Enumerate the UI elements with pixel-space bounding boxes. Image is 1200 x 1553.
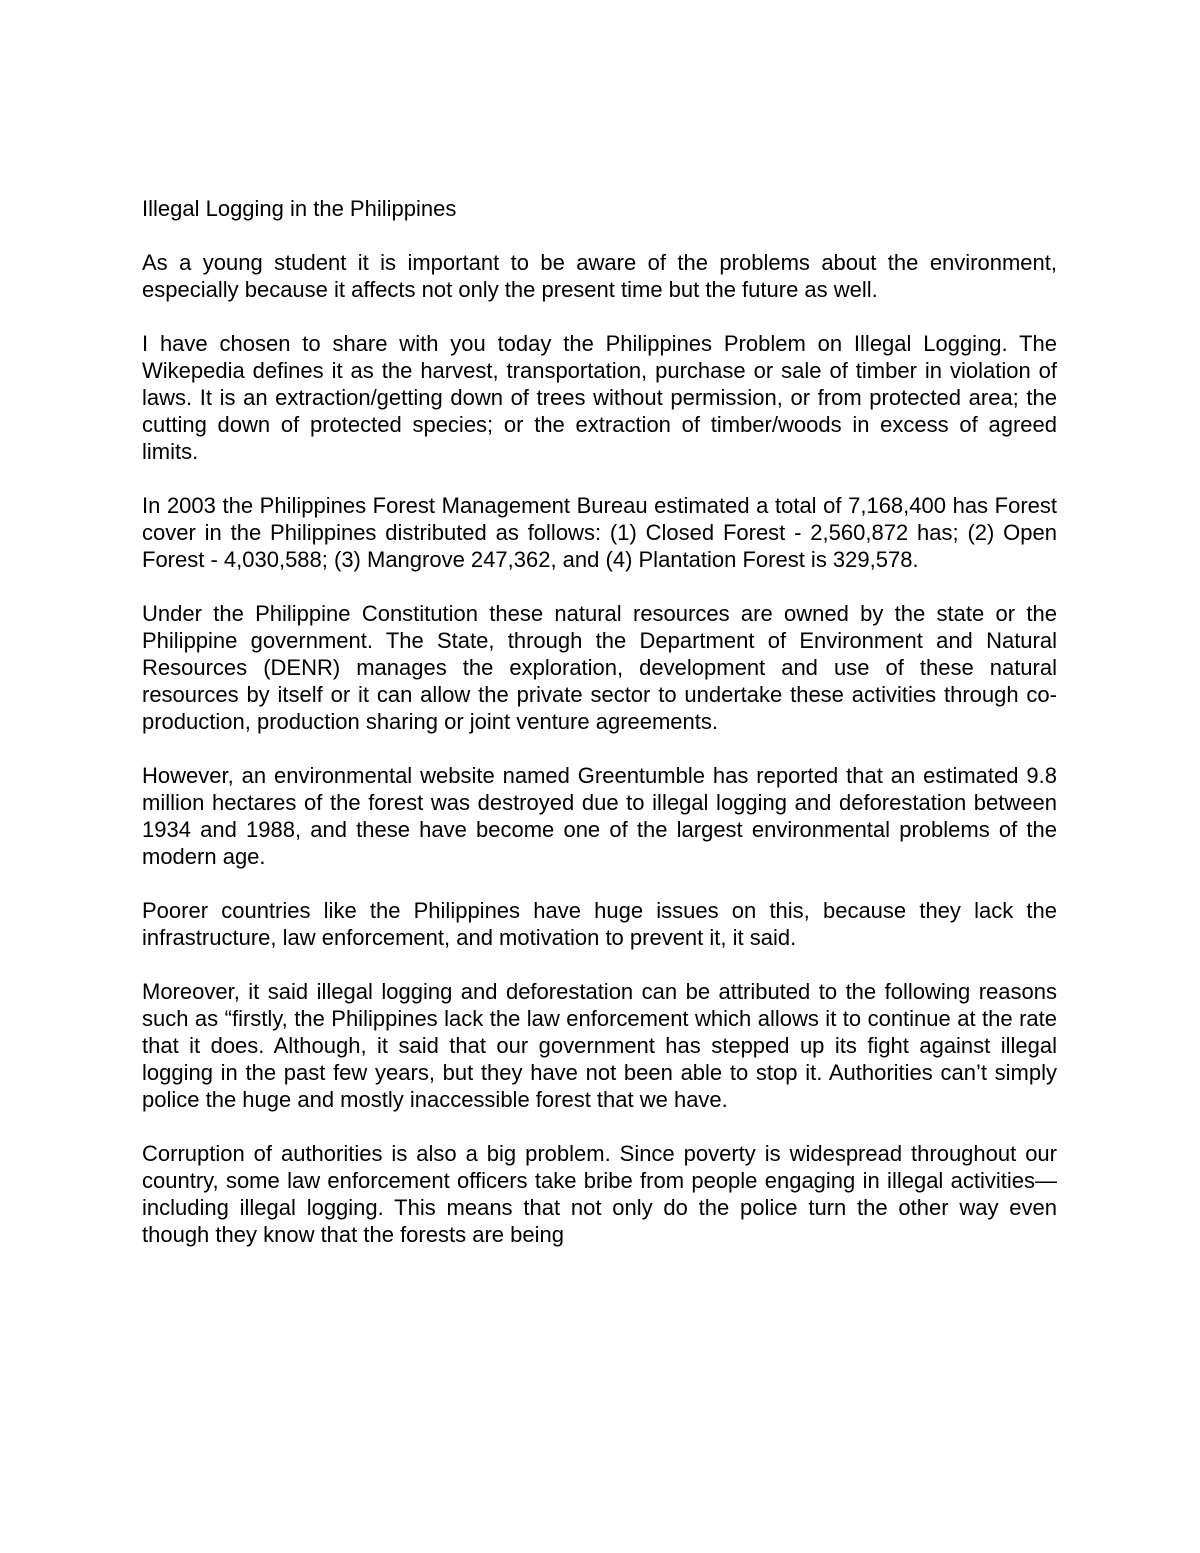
paragraph-intro: As a young student it is important to be aware of the problems about the environment, especially because it affects not only the present time but the future as well.: [142, 250, 1057, 302]
paragraph-constitution: Under the Philippine Constitution these natural resources are owned by the state or the Philippine government. The State, through the Department of Environment and Natural Resources (DENR) manages the exploration, development and use of these natural resources by itself or it can allow the private sector to undertake these activities through co-production, production sharing or joint venture agreements.: [142, 601, 1057, 734]
paragraph-forest-cover: In 2003 the Philippines Forest Management Bureau estimated a total of 7,168,400 has Forest cover in the Philippines distributed as follows: (1) Closed Forest - 2,560,872 has; (2) Open Forest - 4,030,588; (3) Mangrove 247,362, and (4) Plantation Forest is 329,578.: [142, 493, 1057, 572]
paragraph-corruption: Corruption of authorities is also a big problem. Since poverty is widespread throughout our country, some law enforcement officers take bribe from people engaging in illegal activities—including illegal logging. This means that not only do the police turn the other way even though they know that the forests are being: [142, 1141, 1057, 1247]
paragraph-definition: I have chosen to share with you today the Philippines Problem on Illegal Logging. The Wikepedia defines it as the harvest, transportation, purchase or sale of timber in violation of laws. It is an extraction/getting down of trees without permission, or from protected area; the cutting down of protected species; or the extraction of timber/woods in excess of agreed limits.: [142, 331, 1057, 464]
paragraph-greentumble: However, an environmental website named Greentumble has reported that an estimated 9.8 million hectares of the forest was destroyed due to illegal logging and deforestation between 1934 and 1988, and these have become one of the largest environmental problems of the modern age.: [142, 763, 1057, 869]
document-title: Illegal Logging in the Philippines: [142, 196, 457, 221]
paragraph-poorer-countries: Poorer countries like the Philippines have huge issues on this, because they lack the infrastructure, law enforcement, and motivation to prevent it, it said.: [142, 898, 1057, 950]
paragraph-reasons: Moreover, it said illegal logging and deforestation can be attributed to the following reasons such as “firstly, the Philippines lack the law enforcement which allows it to continue at the rate that it does. Although, it said that our government has stepped up its fight against illegal logging in the past few years, but they have not been able to stop it. Authorities can’t simply police the huge and mostly inaccessible forest that we have.: [142, 979, 1057, 1112]
document-body: [142, 195, 1057, 1248]
